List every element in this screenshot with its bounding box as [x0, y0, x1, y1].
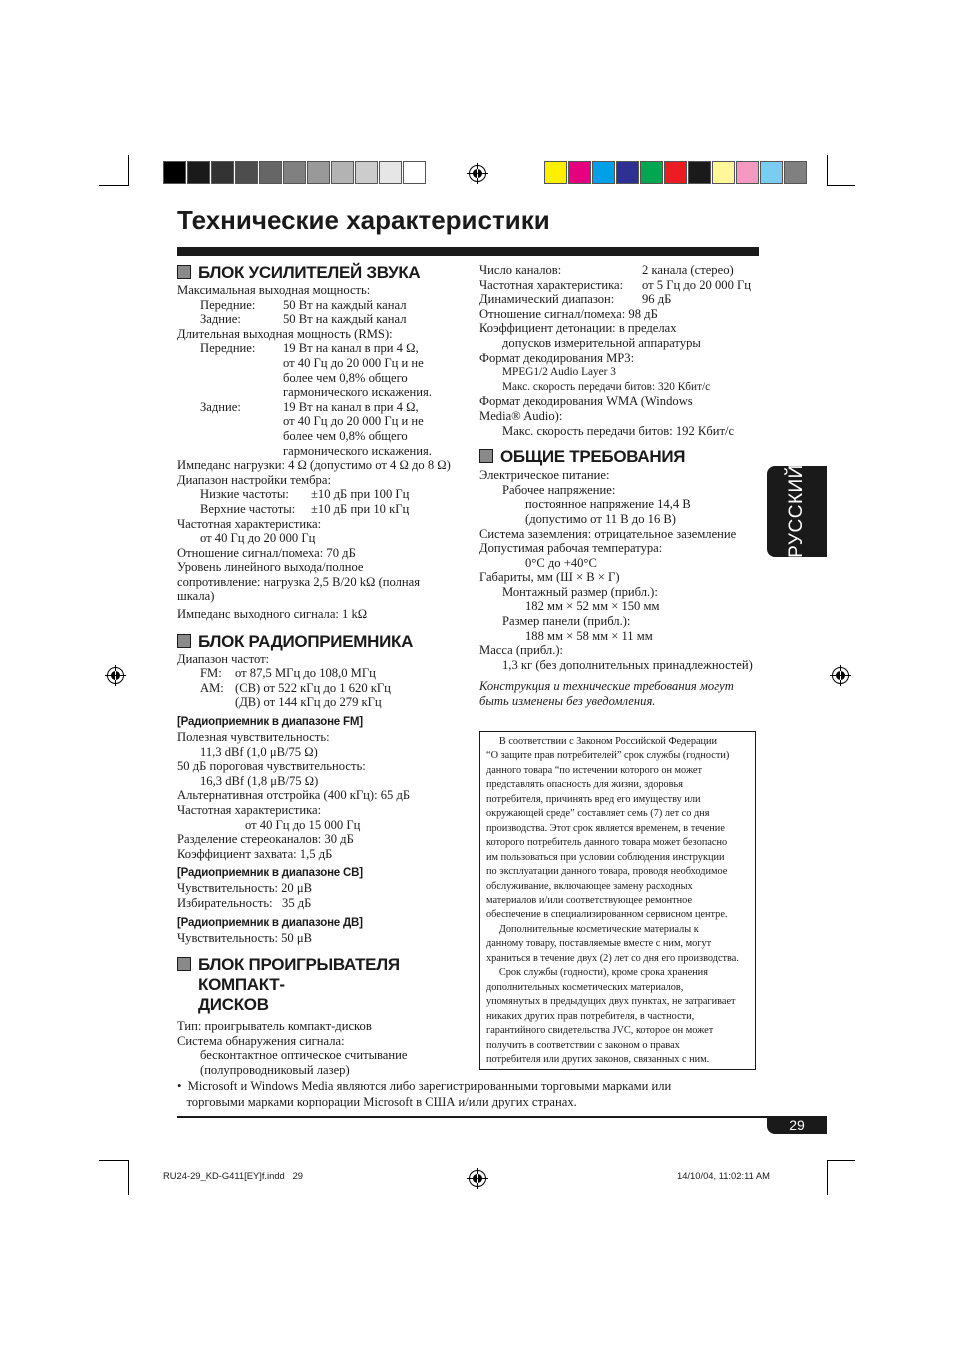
color-swatch: [688, 161, 711, 184]
notice-line: которого потребитель данного товара может безопасно: [486, 837, 728, 849]
spec-label: Передние:: [200, 297, 256, 312]
spec-line: Диапазон настройки тембра:: [177, 472, 331, 487]
color-swatch: [712, 161, 735, 184]
spec-label: Передние:: [200, 341, 256, 356]
trademark-footnote: [177, 1079, 671, 1110]
color-swatch: [211, 161, 234, 184]
section-square-icon: [177, 634, 191, 648]
spec-label: Низкие частоты:: [200, 487, 289, 502]
language-tab-label: РУССКИЙ: [786, 464, 807, 558]
notice-line: данного товара “по истечении которого он может: [486, 764, 703, 776]
design-notice: Конструкция и технические требования могут: [479, 679, 734, 694]
color-swatch: [379, 161, 402, 184]
spec-line: допусков измерительной аппаратуры: [502, 335, 701, 350]
spec-line: Полезная чувствительность:: [177, 730, 330, 745]
crop-mark: [128, 155, 129, 185]
notice-line: дополнительных косметических материалов,: [486, 981, 684, 993]
print-slug-date: 14/10/04, 11:02:11 AM: [677, 1170, 770, 1181]
color-swatch: [544, 161, 567, 184]
notice-line: Дополнительные косметические материалы к: [486, 923, 699, 935]
notice-line: представлять опасность для жизни, здоровья: [486, 779, 683, 791]
notice-line: потребителя, причинять вред его имуществу или: [486, 793, 701, 805]
spec-row: [177, 341, 467, 356]
color-swatch: [736, 161, 759, 184]
notice-line: окружающей среде” составляет семь (7) лет со дня: [486, 808, 710, 820]
page-number: 29: [767, 1117, 827, 1134]
subsection-heading: [Радиоприемник в диапазоне ДВ]: [177, 916, 363, 929]
crop-mark: [128, 1160, 129, 1195]
section-heading-cd: [177, 955, 467, 1015]
color-swatch: [616, 161, 639, 184]
spec-line: Чувствительность: 50 μВ: [177, 930, 312, 945]
spec-value: ±10 дБ при 100 Гц: [311, 487, 410, 502]
notice-line: по эксплуатации данного товара, проводя необходимое: [486, 866, 728, 878]
spec-row: [479, 278, 764, 293]
spec-value: (СВ) от 522 кГц до 1 620 кГц: [235, 680, 391, 695]
spec-line: 182 мм × 52 мм × 150 мм: [525, 599, 660, 614]
spec-line: Чувствительность: 20 μВ: [177, 881, 312, 896]
spec-line: Частотная характеристика:: [177, 803, 322, 817]
color-swatch: [235, 161, 258, 184]
notice-line: гарантийного свидетельства JVC, которое он может: [486, 1025, 714, 1037]
section-square-icon: [479, 449, 493, 463]
spec-row: [479, 263, 764, 278]
color-swatch: [640, 161, 663, 184]
spec-line: Габариты, мм (Ш × В × Г): [479, 570, 620, 585]
spec-line: 11,3 dBf (1,0 μВ/75 Ω): [200, 744, 318, 759]
spec-line: Формат декодирования WMA (Windows: [479, 394, 693, 409]
crop-mark: [827, 1160, 855, 1161]
spec-row: [177, 312, 467, 327]
registration-mark-icon: [469, 165, 486, 182]
section-heading-text: ОБЩИЕ ТРЕБОВАНИЯ: [500, 447, 686, 467]
bottom-rule: [177, 1116, 827, 1118]
spec-line: от 40 Гц до 20 000 Гц и не: [283, 414, 424, 429]
section-heading-line: ДИСКОВ: [198, 995, 269, 1015]
spec-line: 0°C до +40°C: [525, 555, 597, 570]
color-swatch: [784, 161, 807, 184]
spec-line: Максимальная выходная мощность:: [177, 283, 371, 297]
spec-line: Импеданс нагрузки: 4 Ω (допустимо от 4 Ω до 8 Ω): [177, 458, 451, 473]
spec-value: 96 дБ: [642, 292, 672, 307]
spec-label: FM:: [200, 666, 222, 681]
grayscale-color-bar: [163, 161, 427, 183]
notice-line: производства. Этот срок является временем, в течение: [486, 822, 725, 834]
spec-label: Динамический диапазон:: [479, 292, 615, 307]
spec-value: 50 Вт на каждый канал: [283, 312, 407, 327]
spec-value: 50 Вт на каждый канал: [283, 297, 407, 312]
spec-line: Система заземления: отрицательное заземление: [479, 526, 737, 541]
crop-mark: [99, 185, 129, 186]
service-life-notice-box: [479, 731, 756, 1070]
spec-value: 19 Вт на канал в при 4 Ω,: [283, 399, 419, 414]
spec-line: Отношение сигнал/помеха: 98 дБ: [479, 306, 658, 321]
crop-mark: [99, 1160, 129, 1161]
spec-row: [479, 292, 764, 307]
spec-line: более чем 0,8% общего: [283, 428, 408, 443]
color-swatch: [283, 161, 306, 184]
spec-line: Разделение стереоканалов: 30 дБ: [177, 832, 354, 847]
spec-line: 16,3 dBf (1,8 μВ/75 Ω): [200, 773, 319, 788]
spec-line: Тип: проигрыватель компакт-дисков: [177, 1019, 372, 1034]
right-column: [479, 263, 764, 709]
spec-value: 19 Вт на канал в при 4 Ω,: [283, 341, 419, 356]
registration-mark-icon: [832, 667, 849, 684]
language-tab: [767, 466, 827, 557]
color-swatch: [331, 161, 354, 184]
notice-line: “О защите прав потребителей” срок службы (годности): [486, 750, 730, 762]
notice-line: данному товару, поставляемые вместе с ним, могут: [486, 938, 712, 950]
spec-line: Рабочее напряжение:: [502, 482, 616, 497]
crop-mark: [827, 155, 828, 185]
spec-line: Система обнаружения сигнала:: [177, 1033, 345, 1048]
section-heading-line: БЛОК ПРОИГРЫВАТЕЛЯ КОМПАКТ-: [198, 955, 400, 995]
section-heading-text: БЛОК РАДИОПРИЕМНИКА: [198, 631, 414, 651]
spec-line: (допустимо от 11 В до 16 В): [525, 511, 676, 526]
spec-line: (ДВ) от 144 кГц до 279 кГц: [235, 695, 382, 710]
spec-row: [177, 502, 467, 517]
color-swatch: [307, 161, 330, 184]
notice-line: получить в соответствии с законом о правах: [486, 1039, 680, 1051]
notice-line: никаких других прав потребителя, в частности,: [486, 1010, 695, 1022]
spec-line: Допустимая рабочая температура:: [479, 541, 663, 556]
color-swatch: [664, 161, 687, 184]
spec-line: Уровень линейного выхода/полное: [177, 560, 364, 575]
title-rule: [177, 247, 759, 256]
spec-line: бесконтактное оптическое считывание: [200, 1048, 408, 1063]
registration-mark-icon: [469, 1170, 486, 1187]
spec-line: постоянное напряжение 14,4 В: [525, 497, 691, 512]
section-heading-radio: [177, 632, 467, 652]
spec-line: от 40 Гц до 20 000 Гц и не: [283, 355, 424, 370]
spec-line: 188 мм × 58 мм × 11 мм: [525, 628, 653, 643]
spec-line: Масса (прибл.):: [479, 643, 564, 658]
spec-line: Диапазон частот:: [177, 651, 270, 666]
section-square-icon: [177, 957, 191, 971]
spec-value: 2 канала (стерео): [642, 263, 734, 277]
color-swatch: [355, 161, 378, 184]
spec-label: Задние:: [200, 312, 241, 327]
notice-line: обслуживание, включающее замену расходных: [486, 880, 693, 892]
footnote-line: торговыми марками корпорации Microsoft в США и/или других странах.: [177, 1094, 577, 1109]
spec-label: Задние:: [200, 399, 241, 414]
spec-line: Альтернативная отстройка (400 кГц): 65 дБ: [177, 788, 411, 803]
notice-line: упомянутых в предыдущих двух пунктах, не затрагивает: [486, 996, 736, 1008]
spec-label: AM:: [200, 680, 224, 695]
notice-line: храниться в течение двух (2) лет со дня его производства.: [486, 952, 739, 964]
section-square-icon: [177, 265, 191, 279]
spec-label: Число каналов:: [479, 263, 562, 277]
spec-label: Верхние частоты:: [200, 501, 296, 516]
section-heading-text: БЛОК УСИЛИТЕЛЕЙ ЗВУКА: [198, 263, 421, 282]
section-heading-amplifier: [177, 263, 467, 283]
crop-mark: [827, 185, 855, 186]
spec-row: [177, 681, 467, 696]
spec-row: [177, 298, 467, 313]
spec-line: Media® Audio):: [479, 408, 563, 423]
section-heading-text: [198, 955, 467, 1015]
spec-line: от 40 Гц до 15 000 Гц: [245, 817, 361, 832]
spec-line: Частотная характеристика:: [177, 516, 322, 531]
spec-row: [177, 666, 467, 681]
color-swatch: [163, 161, 186, 184]
registration-mark-icon: [107, 667, 124, 684]
color-swatch: [760, 161, 783, 184]
notice-line: им пользоваться при условии соблюдения инструкции: [486, 851, 725, 863]
spec-line: Отношение сигнал/помеха: 70 дБ: [177, 545, 356, 560]
color-swatch: [568, 161, 591, 184]
notice-line: Срок службы (годности), кроме срока хранения: [486, 967, 708, 979]
process-color-bar: [544, 161, 808, 183]
spec-line: Макс. скорость передачи битов: 320 Кбит/с: [502, 380, 711, 393]
spec-row: [177, 487, 467, 502]
notice-line: В соответствии с Законом Российской Федерации: [486, 736, 718, 747]
spec-line: Электрическое питание:: [479, 468, 610, 483]
color-swatch: [187, 161, 210, 184]
spec-line: Длительная выходная мощность (RMS):: [177, 326, 393, 341]
spec-line: 1,3 кг (без дополнительных принадлежностей): [502, 657, 753, 672]
spec-line: Макс. скорость передачи битов: 192 Кбит/с: [502, 423, 735, 438]
subsection-heading: [Радиоприемник в диапазоне СВ]: [177, 867, 363, 880]
spec-line: MPEG1/2 Audio Layer 3: [502, 366, 616, 379]
spec-line: гармонического искажения.: [283, 385, 432, 400]
crop-mark: [827, 1160, 828, 1195]
color-swatch: [403, 161, 426, 184]
spec-line: сопротивление: нагрузка 2,5 В/20 kΩ (полная: [177, 574, 421, 589]
notice-line: потребителя или других законов, связанных с ним.: [486, 1053, 710, 1065]
color-swatch: [259, 161, 282, 184]
notice-line: обеспечение в специализированном сервисном центре.: [486, 909, 728, 921]
spec-value: от 5 Гц до 20 000 Гц: [642, 277, 752, 292]
notice-line: материалов и/или соответствующее ремонтное: [486, 894, 693, 906]
print-slug-file: RU24-29_KD-G411[EY]f.indd 29: [163, 1170, 304, 1181]
spec-line: более чем 0,8% общего: [283, 370, 408, 385]
spec-value: ±10 дБ при 10 кГц: [311, 501, 410, 516]
spec-line: гармонического искажения.: [283, 443, 432, 458]
section-heading-general: [479, 447, 764, 467]
spec-row: [177, 400, 467, 415]
spec-line: Избирательность: 35 дБ: [177, 895, 312, 910]
page-title: Технические характеристики: [177, 205, 550, 235]
spec-line: Коэффициент детонации: в пределах: [479, 321, 677, 336]
left-column: [177, 263, 467, 1078]
spec-line: Импеданс выходного сигнала: 1 kΩ: [177, 607, 368, 622]
spec-line: от 40 Гц до 20 000 Гц: [200, 531, 316, 546]
subsection-heading: [Радиоприемник в диапазоне FM]: [177, 716, 363, 729]
spec-line: (полупроводниковый лазер): [200, 1062, 350, 1077]
spec-value: от 87,5 МГц до 108,0 МГц: [235, 666, 376, 681]
spec-line: Монтажный размер (прибл.):: [502, 584, 658, 599]
spec-line: шкала): [177, 589, 215, 604]
spec-label: Частотная характеристика:: [479, 277, 624, 292]
footnote-line: • Microsoft и Windows Media являются либо зарегистрированными торговыми марками или: [177, 1079, 672, 1093]
spec-line: Формат декодирования MP3:: [479, 350, 635, 365]
color-swatch: [592, 161, 615, 184]
design-notice: быть изменены без уведомления.: [479, 694, 656, 709]
spec-line: Размер панели (прибл.):: [502, 614, 631, 629]
spec-line: Коэффициент захвата: 1,5 дБ: [177, 846, 333, 861]
spec-line: 50 дБ пороговая чувствительность:: [177, 759, 366, 774]
